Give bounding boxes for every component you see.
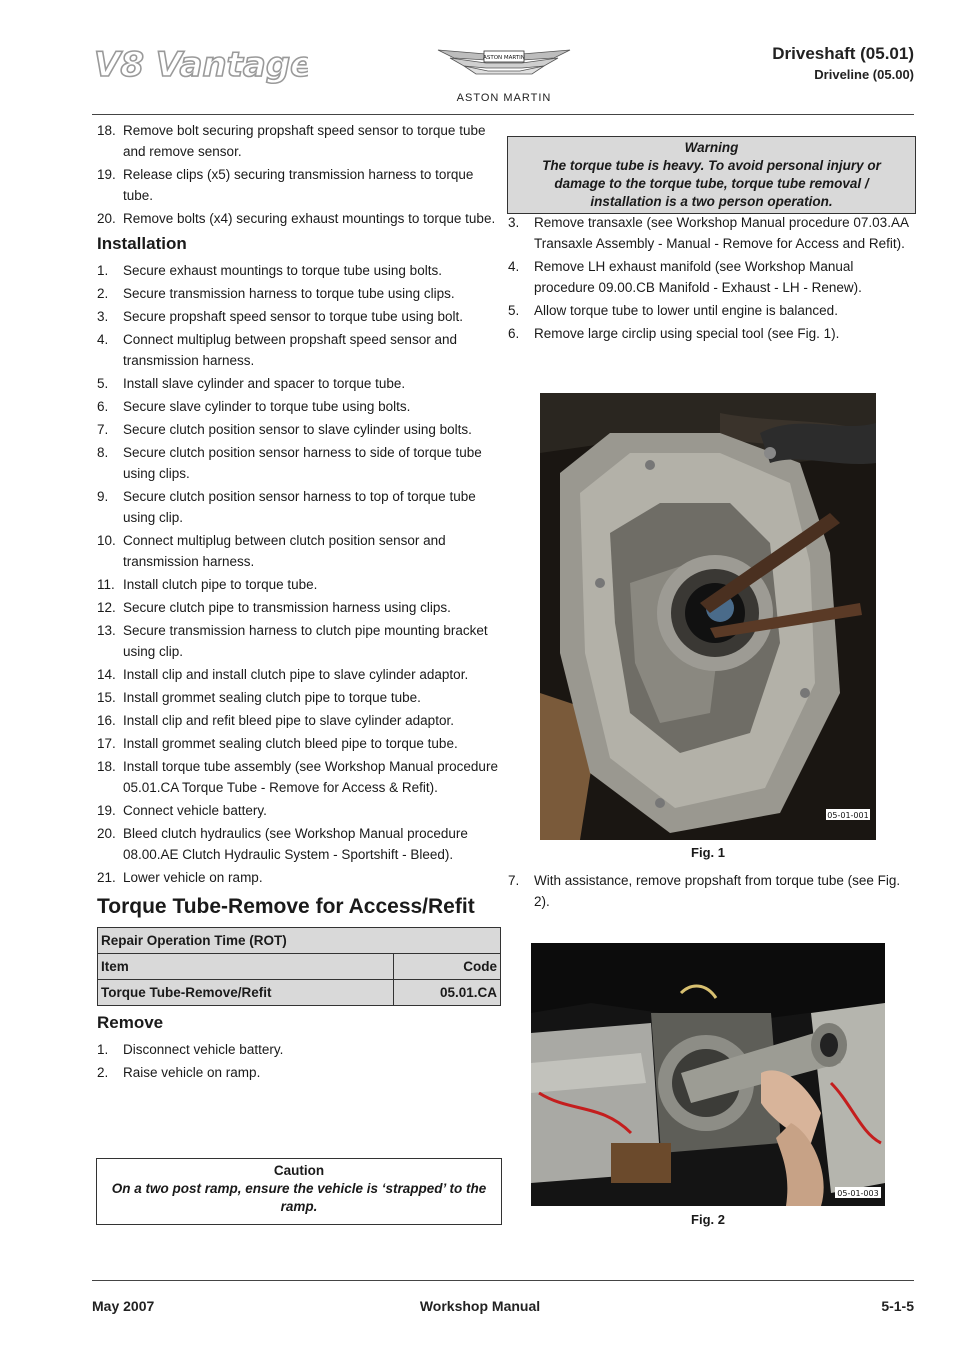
caution-box [96,1158,502,1225]
list-item: 10. Connect multiplug between clutch position sensor and transmission harness. [97,533,446,569]
list-item: 6. Remove large circlip using special tool (see Fig. 1). [508,326,840,341]
rot-table-title: Repair Operation Time (ROT) [98,928,501,954]
figure-1-caption: Fig. 1 [691,845,725,860]
aston-martin-wings-logo [436,44,572,78]
figure-1-label: 05-01-001 [827,811,869,820]
list-item: 6. Secure slave cylinder to torque tube using bolts. [97,399,411,414]
header-rule [92,114,914,115]
list-item: 1. Secure exhaust mountings to torque tube using bolts. [97,263,442,278]
v8-vantage-wordmark: V8 Vantage [94,45,308,84]
list-item: 5. Install slave cylinder and spacer to torque tube. [97,376,406,391]
caution-text: On a two post ramp, ensure the vehicle is ‘strapped’ to the ramp. [111,1181,487,1214]
list-item: 20. Remove bolts (x4) securing exhaust mountings to torque tube. [97,211,496,226]
list-item: 3. Remove transaxle (see Workshop Manual procedure 07.03.AA Transaxle Assembly - Manual - Remove for Access and Refit). [508,215,909,251]
brand-name: ASTON MARTIN [456,92,552,104]
figure-2-caption: Fig. 2 [691,1212,725,1227]
section-heading: Torque Tube-Remove for Access/Refit [97,895,475,918]
list-item: 19. Connect vehicle battery. [97,803,267,818]
list-item: 21. Lower vehicle on ramp. [97,870,263,885]
step-7 [508,870,912,912]
removal-steps-continued [97,120,501,229]
list-item: 15. Install grommet sealing clutch pipe to torque tube. [97,690,421,705]
footer-page: 5-1-5 [881,1298,914,1314]
list-item: 8. Secure clutch position sensor harness to side of torque tube using clips. [97,445,482,481]
list-item: 14. Install clip and install clutch pipe to slave cylinder adaptor. [97,667,469,682]
list-item: 7. Secure clutch position sensor to slave cylinder using bolts. [97,422,472,437]
figure-2-label: 05-01-003 [837,1189,879,1198]
rot-col-code: Code [394,954,501,980]
list-item: 20. Bleed clutch hydraulics (see Workshop Manual procedure 08.00.AE Clutch Hydraulic System - Sportshift - Bleed). [97,826,468,862]
caution-title: Caution [273,1163,325,1178]
v8-vantage-logo [92,44,308,84]
rot-table [97,927,501,1006]
warning-title: Warning [684,140,739,155]
list-item: 16. Install clip and refit bleed pipe to slave cylinder adaptor. [97,713,454,728]
list-item: 17. Install grommet sealing clutch bleed pipe to torque tube. [97,736,458,751]
rot-col-item: Item [98,954,394,980]
list-item: 1. Disconnect vehicle battery. [97,1042,284,1057]
header-subtitle: Driveline (05.00) [814,67,914,82]
warning-box [507,136,916,214]
list-item: 4. Remove LH exhaust manifold (see Workshop Manual procedure 09.00.CB Manifold - Exhaust - LH - Renew). [508,259,862,295]
footer-manual: Workshop Manual [419,1298,541,1314]
remove-steps [97,1039,501,1083]
list-item: 18. Remove bolt securing propshaft speed sensor to torque tube and remove sensor. [97,123,486,159]
list-item: 5. Allow torque tube to lower until engine is balanced. [508,303,838,318]
list-item: 19. Release clips (x5) securing transmission harness to torque tube. [97,167,474,203]
list-item: 18. Install torque tube assembly (see Workshop Manual procedure 05.01.CA Torque Tube - Remove for Access & Refit). [97,759,498,795]
header-title: Driveshaft (05.01) [772,44,914,63]
right-column [508,212,912,344]
list-item: 11. Install clutch pipe to torque tube. [97,577,318,592]
remove-heading: Remove [97,1013,164,1032]
warning-text: The torque tube is heavy. To avoid personal injury or damage to the torque tube, torque tube removal / installation is a two person operation. [542,158,881,209]
installation-heading: Installation [97,234,187,253]
list-item: 4. Connect multiplug between propshaft speed sensor and transmission harness. [97,332,457,368]
list-item: 12. Secure clutch pipe to transmission harness using clips. [97,600,451,615]
list-item: 9. Secure clutch position sensor harness to top of torque tube using clip. [97,489,476,525]
left-column [97,120,501,1083]
list-item: 3. Secure propshaft speed sensor to torque tube using bolt. [97,309,463,324]
list-item: 2. Raise vehicle on ramp. [97,1065,261,1080]
removal-steps [508,212,912,344]
footer-date: May 2007 [92,1298,155,1314]
list-item: 13. Secure transmission harness to clutch pipe mounting bracket using clip. [97,623,488,659]
svg-text:ASTON MARTIN: ASTON MARTIN [483,55,525,61]
rot-row-code: 05.01.CA [394,980,501,1006]
rot-row-item: Torque Tube-Remove/Refit [98,980,394,1006]
list-item: 2. Secure transmission harness to torque tube using clips. [97,286,455,301]
installation-steps [97,260,501,888]
list-item: 7. With assistance, remove propshaft from torque tube (see Fig. 2). [508,873,901,909]
figure-1-photo [540,393,876,840]
figure-2-photo [531,943,885,1206]
footer-rule [92,1280,914,1281]
